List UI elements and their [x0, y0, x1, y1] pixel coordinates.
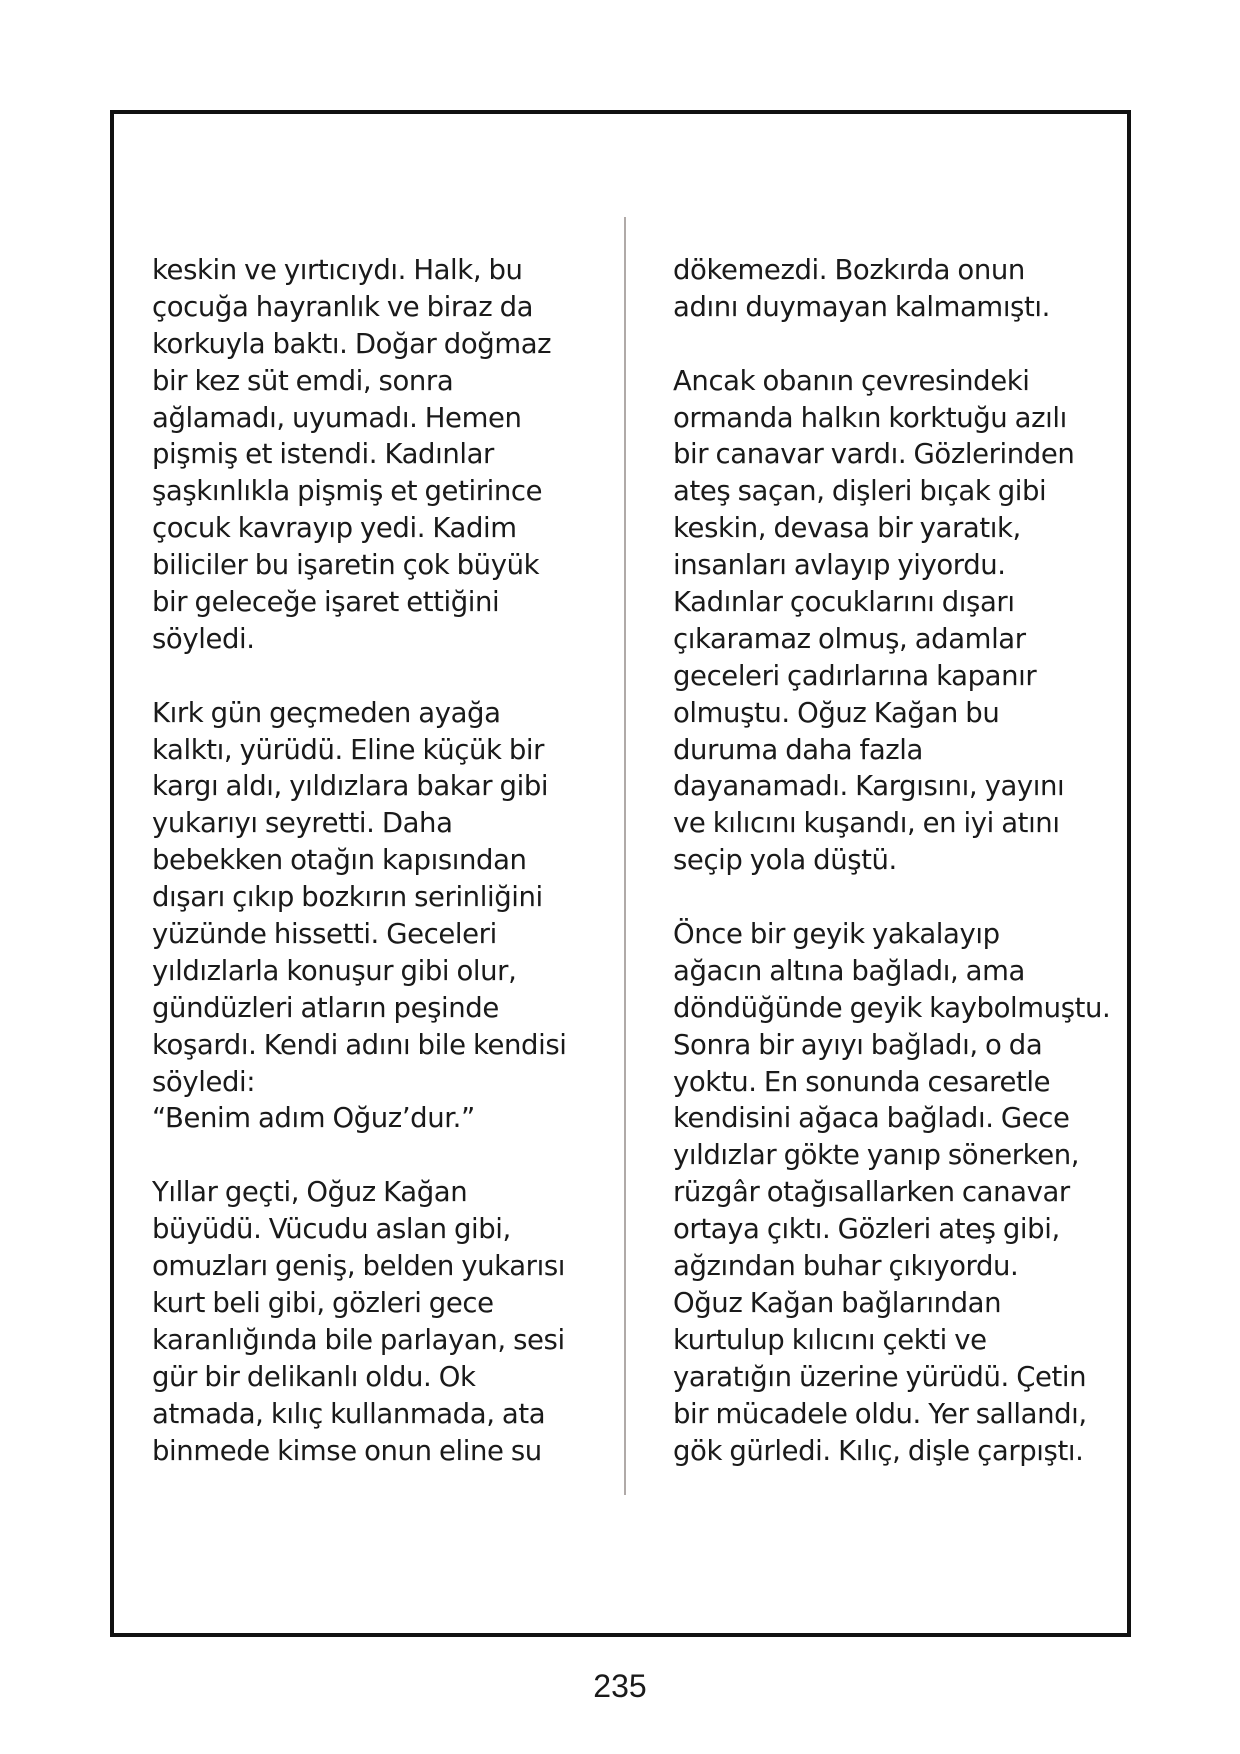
- text-line: ateş saçan, dişleri bıçak gibi: [673, 475, 1047, 508]
- text-line: bir canavar vardı. Gözlerinden: [673, 438, 1075, 471]
- text-line: ağzından buhar çıkıyordu.: [673, 1250, 1019, 1283]
- text-line: döndüğünde geyik kaybolmuştu.: [673, 991, 1111, 1024]
- text-line: keskin ve yırtıcıydı. Halk, bu: [152, 254, 523, 286]
- paragraph-gap: [152, 1137, 602, 1174]
- text-line: Ancak obanın çevresindeki: [673, 364, 1030, 397]
- text-line: dayanamadı. Kargısını, yayını: [673, 770, 1065, 803]
- text-line: seçip yola düştü.: [673, 844, 897, 877]
- text-line: binmede kimse onun eline su: [152, 1434, 542, 1467]
- text-line: olmuştu. Oğuz Kağan bu: [673, 696, 1000, 729]
- text-line: bir geleceğe işaret ettiğini: [152, 586, 500, 619]
- text-line: kendisini ağaca bağladı. Gece: [673, 1102, 1070, 1135]
- text-line: kurt beli gibi, gözleri gece: [152, 1286, 494, 1319]
- text-line: keskin, devasa bir yaratık,: [673, 512, 1021, 545]
- text-line: gök gürledi. Kılıç, dişle çarpıştı.: [673, 1434, 1084, 1467]
- text-line: ortaya çıktı. Gözleri ateş gibi,: [673, 1213, 1060, 1246]
- text-line: dökemezdi. Bozkırda onun: [673, 254, 1025, 286]
- paragraph-gap: [152, 658, 602, 695]
- text-line: Yıllar geçti, Oğuz Kağan: [152, 1176, 468, 1209]
- text-line: koşardı. Kendi adını bile kendisi: [152, 1028, 567, 1061]
- text-line: gündüzleri atların peşinde: [152, 991, 499, 1024]
- text-line: Önce bir geyik yakalayıp: [673, 918, 1000, 951]
- text-line: yoktu. En sonunda cesaretle: [673, 1065, 1051, 1098]
- paragraph-gap: [673, 326, 1123, 363]
- page-number: 235: [593, 1668, 647, 1704]
- text-line: Kırk gün geçmeden ayağa: [152, 696, 501, 729]
- text-line: Sonra bir ayıyı bağladı, o da: [673, 1028, 1043, 1061]
- quote-line: “Benim adım Oğuz’dur.”: [152, 1102, 475, 1135]
- text-line: duruma daha fazla: [673, 733, 923, 766]
- text-line: pişmiş et istendi. Kadınlar: [152, 438, 494, 471]
- text-line: adını duymayan kalmamıştı.: [673, 290, 1050, 323]
- text-line: kurtulup kılıcını çekti ve: [673, 1323, 987, 1356]
- text-line: korkuyla baktı. Doğar doğmaz: [152, 327, 552, 360]
- text-line: yukarıyı seyretti. Daha: [152, 807, 453, 840]
- text-line: ve kılıcını kuşandı, en iyi atını: [673, 807, 1060, 840]
- text-line: yıldızlar gökte yanıp sönerken,: [673, 1139, 1080, 1172]
- text-line: gür bir delikanlı oldu. Ok: [152, 1360, 476, 1393]
- text-line: ağlamadı, uyumadı. Hemen: [152, 401, 522, 434]
- text-line: ağacın altına bağladı, ama: [673, 954, 1025, 987]
- text-line: biliciler bu işaretin çok büyük: [152, 549, 540, 582]
- text-line: yaratığın üzerine yürüdü. Çetin: [673, 1360, 1087, 1393]
- text-line: büyüdü. Vücudu aslan gibi,: [152, 1213, 511, 1246]
- paragraph: [673, 916, 1123, 1469]
- text-line: dışarı çıkıp bozkırın serinliğini: [152, 881, 543, 914]
- text-line: karanlığında bile parlayan, sesi: [152, 1323, 565, 1356]
- text-line: çocuğa hayranlık ve biraz da: [152, 290, 534, 323]
- text-line: kargı aldı, yıldızlara bakar gibi: [152, 770, 549, 803]
- left-column: [152, 252, 602, 1469]
- text-line: Kadınlar çocuklarını dışarı: [673, 586, 1015, 619]
- paragraph: [673, 252, 1123, 326]
- paragraph-gap: [673, 879, 1123, 916]
- paragraph: [152, 1174, 602, 1469]
- text-line: ormanda halkın korktuğu azılı: [673, 401, 1067, 434]
- text-line: bir kez süt emdi, sonra: [152, 364, 454, 397]
- text-line: rüzgâr otağısallarken canavar: [673, 1176, 1070, 1209]
- text-line: yüzünde hissetti. Geceleri: [152, 918, 497, 951]
- text-line: bir mücadele oldu. Yer sallandı,: [673, 1397, 1087, 1430]
- paragraph: [673, 363, 1123, 879]
- text-line: geceleri çadırlarına kapanır: [673, 659, 1037, 692]
- text-line: kalktı, yürüdü. Eline küçük bir: [152, 733, 545, 766]
- text-line: söyledi.: [152, 622, 255, 655]
- paragraph: [152, 695, 602, 1138]
- text-line: çıkaramaz olmuş, adamlar: [673, 622, 1026, 655]
- text-line: bebekken otağın kapısından: [152, 844, 527, 877]
- text-line: yıldızlarla konuşur gibi olur,: [152, 954, 517, 987]
- column-divider: [624, 217, 626, 1495]
- text-line: atmada, kılıç kullanmada, ata: [152, 1397, 546, 1430]
- text-line: şaşkınlıkla pişmiş et getirince: [152, 475, 543, 508]
- text-line: çocuk kavrayıp yedi. Kadim: [152, 512, 517, 545]
- text-line: Oğuz Kağan bağlarından: [673, 1286, 1002, 1319]
- right-column: [673, 252, 1123, 1469]
- text-line: insanları avlayıp yiyordu.: [673, 549, 1006, 582]
- paragraph: [152, 252, 602, 658]
- text-line: söyledi:: [152, 1065, 256, 1098]
- text-line: omuzları geniş, belden yukarısı: [152, 1250, 565, 1283]
